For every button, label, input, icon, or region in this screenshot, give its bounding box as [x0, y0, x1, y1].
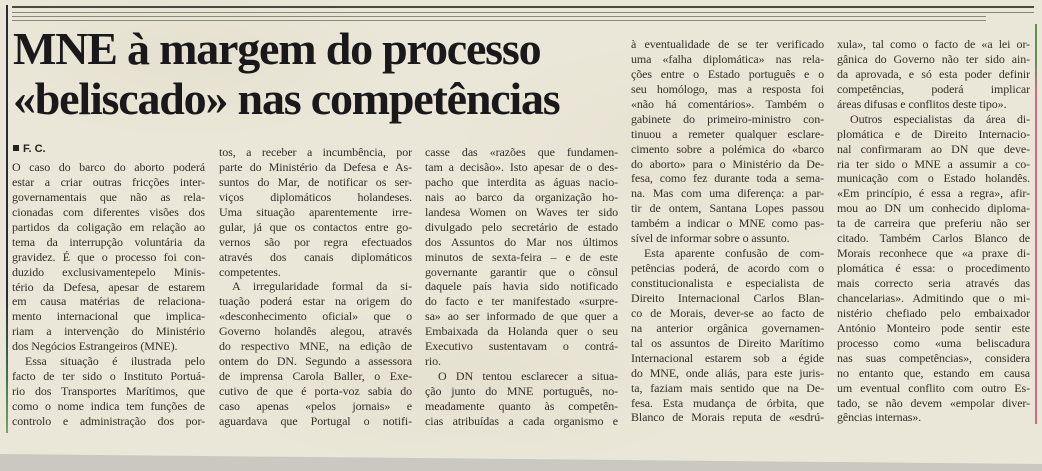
- article-line: nais ao barco da organização ho-: [425, 189, 618, 204]
- article-line: competências, poderá implicar: [837, 81, 1030, 96]
- article-line: pacho que interdita as águas nacio-: [425, 174, 618, 189]
- article-line: cias atribuídas a cada organismo e: [425, 413, 618, 428]
- article-line: petências poderá, de acordo com o: [631, 261, 824, 276]
- article-column-2: [219, 145, 412, 429]
- article-line: ta de carreira que preferiu não ser: [837, 216, 1030, 231]
- left-column-rule: [6, 5, 8, 433]
- article-line: municação com o Estado holandês.: [837, 171, 1030, 186]
- article-line: tinuou a remeter qualquer esclare-: [631, 126, 824, 141]
- article-line: nistério chefiado pelo embaixador: [837, 305, 1030, 320]
- article-line: aguardava que Portugal o notifi-: [219, 413, 412, 428]
- article-line: gências internas».: [837, 410, 922, 425]
- article-line: ção junto do MNE português, no-: [425, 384, 618, 398]
- article-line: processo como «uma beliscadura: [837, 335, 1030, 350]
- article-line: co de Morais, dever-se ao facto de: [631, 305, 824, 320]
- article-line: «desconhecimento oficial» que o: [219, 309, 412, 324]
- article-line: do MNE, onde aliás, para este juris-: [631, 365, 824, 380]
- right-column-rule: [1035, 24, 1037, 424]
- article-line: facto de ter sido o Instituto Portuá-: [12, 369, 205, 384]
- article-column-3: [425, 145, 618, 429]
- article-line: tir de ontem, Santana Lopes passou: [631, 201, 824, 216]
- article-line: um eventual conflito com outro Es-: [837, 380, 1030, 395]
- article-line: A irregularidade formal da si-: [232, 279, 412, 294]
- article-line: tado, se não devem «empolar diver-: [837, 395, 1030, 410]
- article-line: Embaixada da Holanda quer o seu: [425, 324, 618, 339]
- article-line: governamentais que não as rela-: [12, 189, 205, 204]
- article-line: casse das «razões que fundamen-: [425, 145, 618, 159]
- article-line: sível de informar sobre o assunto.: [631, 231, 790, 246]
- article-column-1: [12, 160, 205, 429]
- article-line: do facto e ter manifestado «surpre-: [425, 294, 618, 309]
- article-line: cimento sobre a polémica do «barco: [631, 141, 824, 156]
- article-line: fesa. Esta mudança de órbita, que: [631, 395, 824, 410]
- article-line: em causa matérias de relaciona-: [12, 294, 205, 309]
- article-line: Essa situação é ilustrada pelo: [25, 354, 205, 369]
- article-line: partidos da coligação em relação ao: [12, 219, 205, 234]
- article-line: O caso do barco do aborto poderá: [12, 160, 205, 174]
- article-line: suntos do Mar, de notificar os ser-: [219, 174, 412, 189]
- article-line: tos, a receber a incumbência, por: [219, 145, 412, 159]
- article-line: do respectivo MNE, na edição de: [219, 339, 412, 354]
- article-line: nas suas competências», considera: [837, 350, 1030, 365]
- page-title: [13, 24, 633, 124]
- headline-line-1: MNE à margem do processo: [13, 23, 541, 74]
- byline-initials: F. C.: [23, 143, 46, 155]
- article-line: na anterior orgânica governamen-: [631, 320, 824, 335]
- article-line: através dos canais diplomáticos: [219, 249, 412, 264]
- article-line: constitucionalista e especialista de: [631, 276, 824, 290]
- article-line: como o nome indica tem funções de: [12, 399, 205, 413]
- article-line: «Em princípio, é essa a regra», afir-: [837, 186, 1030, 201]
- article-line: ções entre o Estado português e o: [631, 66, 824, 81]
- article-line: vernos são por regra efectuados: [219, 234, 412, 249]
- article-line: tema da interrupção voluntária da: [12, 234, 205, 249]
- article-line: landesa Women on Waves ter sido: [425, 204, 618, 219]
- masthead-rule: [12, 12, 1034, 13]
- article-line: plomática é essa: o procedimento: [837, 261, 1030, 276]
- article-line: ria ter sido o MNE a assumir a co-: [837, 156, 1030, 171]
- article-line: Esta aparente confusão de com-: [644, 246, 824, 261]
- article-line: tuação poderá estar na origem do: [219, 294, 412, 309]
- article-line: ontem do DN. Segundo a assessora: [219, 354, 412, 369]
- article-line: Governo holandês alegou, através: [219, 324, 412, 339]
- article-line: no entanto que, estando em causa: [837, 365, 1030, 380]
- article-line: xula», tal como o facto de «a lei or-: [837, 37, 1030, 51]
- article-line: sa» ao ser informado de que quer a: [425, 309, 618, 324]
- article-line: tal os assuntos de Direito Marítimo: [631, 335, 824, 350]
- article-line: «não há comentários». Também o: [631, 96, 824, 111]
- article-line: mou ao DN um conhecido diploma-: [837, 201, 1030, 216]
- article-line: Uma situação aparentemente irre-: [219, 204, 412, 219]
- article-line: gabinete do primeiro-ministro con-: [631, 111, 824, 126]
- article-line: cionadas com diferentes visões dos: [12, 204, 205, 219]
- article-line: uma «falha diplomática» nas rela-: [631, 51, 824, 66]
- article-line: áreas difusas e conflitos deste tipo».: [837, 96, 1007, 111]
- article-line: cutivo de que é porta-voz sabia do: [219, 384, 412, 398]
- article-line: dos Assuntos do Mar nos últimos: [425, 234, 618, 249]
- article-line: tam a decisão». Isto apesar de o des-: [425, 159, 618, 174]
- article-line: rio.: [425, 354, 441, 369]
- byline-square-icon: [13, 145, 19, 151]
- article-line: tério da Defesa, apesar de estarem: [12, 279, 205, 294]
- article-line: daquele país havia sido notificado: [425, 279, 618, 294]
- article-column-4: [631, 37, 824, 425]
- article-line: de imprensa Carola Baller, o Exe-: [219, 369, 412, 384]
- article-line: parte do Ministério da Defesa e As-: [219, 159, 412, 174]
- article-line: meadamente quanto às competên-: [425, 398, 618, 413]
- masthead-rule: [12, 6, 1034, 8]
- article-line: ta, faziam mais sentido que na De-: [631, 380, 824, 395]
- article-line: estar a criar outras fricções inter-: [12, 174, 205, 189]
- article-line: plomática e de Direito Internacio-: [837, 126, 1030, 141]
- article-line: seu homólogo, mas a resposta foi: [631, 81, 824, 96]
- article-line: Internacional estarem sob a égide: [631, 350, 824, 365]
- article-line: gravidez. É que o processo foi con-: [12, 249, 205, 264]
- article-line: viços diplomáticos holandeses.: [219, 189, 412, 204]
- article-line: controlo e administração dos por-: [12, 413, 205, 428]
- byline: [13, 143, 203, 155]
- headline-line-2: «beliscado» nas competências: [13, 73, 560, 124]
- article-line: rio dos Transportes Marítimos, que: [12, 384, 205, 399]
- article-line: riam a intervenção do Ministério: [12, 324, 205, 339]
- article-line: fesa, como fez durante toda a sema-: [631, 171, 824, 186]
- masthead-rule: [12, 16, 986, 17]
- article-line: Blanco de Morais reputa de «esdrú-: [631, 410, 824, 425]
- article-line: competentes.: [219, 264, 281, 279]
- article-line: divulgado pelo secretário de estado: [425, 219, 618, 234]
- article-column-5: [837, 37, 1030, 425]
- article-line: O DN tentou esclarecer a situa-: [438, 369, 618, 384]
- article-line: chancelarias». Admitindo que o mi-: [837, 290, 1030, 305]
- article-line: duzido exclusivamentepelo Minis-: [12, 264, 205, 279]
- article-line: também a indicar o MNE como pas-: [631, 216, 824, 231]
- article-line: na. Mas com uma diferença: a par-: [631, 186, 824, 201]
- article-line: mais correcto seria através das: [837, 276, 1030, 290]
- article-line: Morais reconhece que «a praxe di-: [837, 246, 1030, 261]
- article-line: dos Negócios Estrangeiros (MNE).: [12, 339, 178, 354]
- article-line: Direito Internacional Carlos Blan-: [631, 290, 824, 305]
- article-line: Outros especialistas da área di-: [850, 111, 1030, 126]
- article-line: Executivo sustentavam o contrá-: [425, 339, 618, 354]
- masthead-rule: [12, 20, 986, 21]
- article-line: minutos de sexta-feira – e de este: [425, 249, 618, 264]
- article-line: gânica do Governo não ter sido ain-: [837, 51, 1030, 66]
- article-line: do aborto» para o Ministério da De-: [631, 156, 824, 171]
- article-line: nal confirmaram ao DN que deve-: [837, 141, 1030, 156]
- article-line: António Monteiro pode sentir este: [837, 320, 1030, 335]
- article-line: da aprovada, e só esta poder definir: [837, 66, 1030, 81]
- article-line: caso apenas «pelos jornais» e: [219, 398, 412, 413]
- article-line: à eventualidade de se ter verificado: [631, 37, 824, 51]
- article-line: gular, já que os contactos entre go-: [219, 219, 412, 234]
- article-line: citado. Também Carlos Blanco de: [837, 231, 1030, 246]
- article-line: mento internacional que implica-: [12, 309, 205, 324]
- article-line: governante garantir que o cônsul: [425, 264, 618, 279]
